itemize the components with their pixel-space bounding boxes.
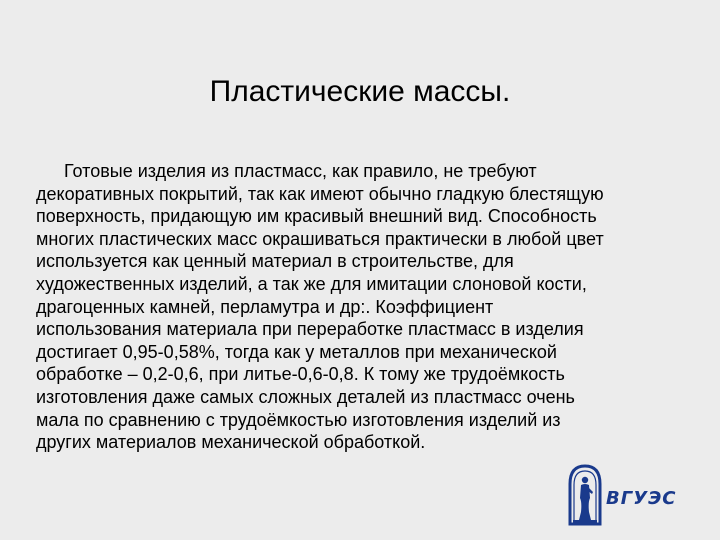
body-line: многих пластических масс окрашиваться практически в любой цвет xyxy=(36,228,604,249)
slide-title: Пластические массы. xyxy=(209,75,511,109)
body-line: обработке – 0,2-0,6, при литье-0,6-0,8. К тому же трудоёмкость xyxy=(36,364,565,385)
body-line: драгоценных камней, перламутра и др:. Коэффициент xyxy=(36,296,494,317)
body-line: декоративных покрытий, так как имеют обычно гладкую блестящую xyxy=(36,183,604,204)
body-line: других материалов механической обработкой. xyxy=(36,432,426,453)
body-line: используется как ценный материал в строительстве, для xyxy=(36,251,514,272)
body-line: изготовления даже самых сложных деталей из пластмасс очень xyxy=(36,386,575,407)
slide-body xyxy=(36,160,676,454)
body-line: художественных изделий, а так же для имитации слоновой кости, xyxy=(36,273,587,294)
university-logo xyxy=(566,462,676,526)
university-logo-text: ВГУЭС xyxy=(606,488,677,509)
body-line: поверхность, придающую им красивый внешний вид. Способность xyxy=(36,206,597,227)
university-emblem-icon xyxy=(566,462,604,526)
body-line: мала по сравнению с трудоёмкостью изготовления изделий из xyxy=(36,409,561,430)
body-line: достигает 0,95-0,58%, тогда как у металлов при механической xyxy=(36,341,557,362)
body-line: использования материала при переработке пластмасс в изделия xyxy=(36,319,584,340)
body-line: Готовые изделия из пластмасс, как правило, не требуют xyxy=(64,161,537,181)
